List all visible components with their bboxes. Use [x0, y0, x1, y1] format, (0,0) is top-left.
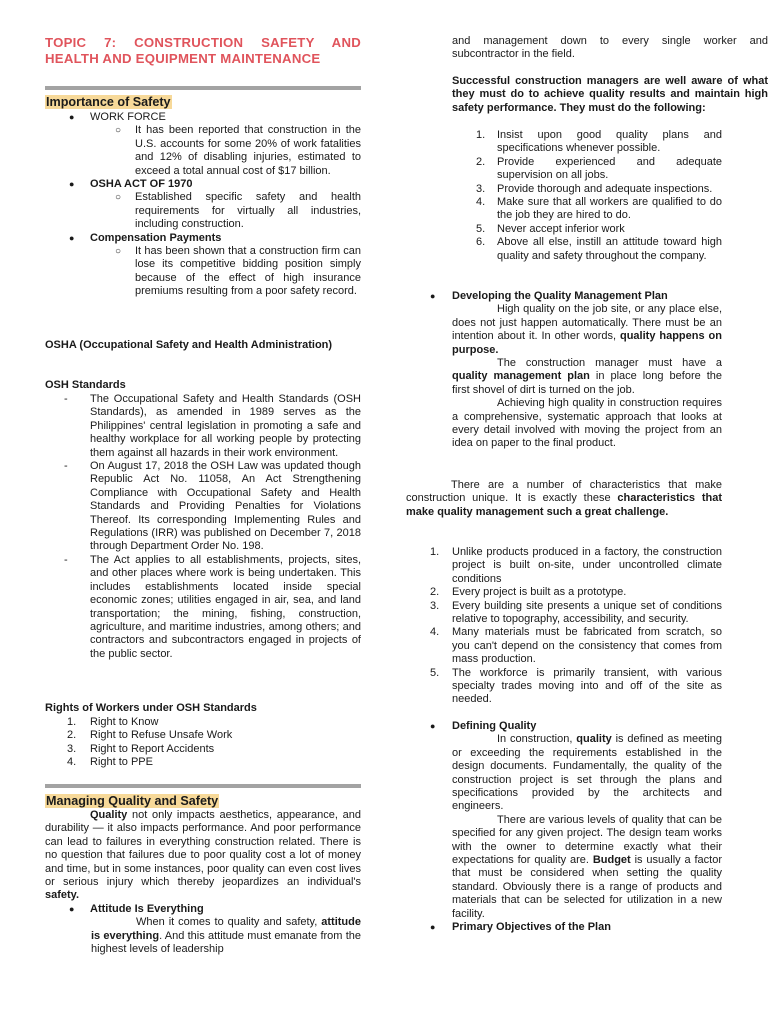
list-item: 5. The workforce is primarily transient, with various specialty trades moving into and off of the site as needed. [430, 666, 722, 706]
defq-label: Defining Quality [452, 720, 537, 732]
qmp-paragraph: The construction manager must have a quality management plan in place long before the first shovel of dirt is turned on the job. [452, 357, 722, 396]
workforce-text: It has been reported that construction in the U.S. accounts for some 20% of work fatalities and 12% of disabling injuries, estimated to exceed a total annual cost of $17 billion. [135, 124, 361, 177]
primary-objectives-label: Primary Objectives of the Plan [452, 921, 611, 934]
list-item: 3. Provide thorough and adequate inspections. [476, 182, 713, 195]
list-item: 2. Right to Refuse Unsafe Work [45, 729, 361, 742]
bullet-icon: ● [69, 179, 75, 190]
list-item: 1. Unlike products produced in a factory, the construction project is built on-site, under uncontrolled climate conditions [430, 546, 722, 585]
attitude-label: Attitude Is Everything [90, 902, 204, 915]
manager-steps [406, 129, 722, 263]
section-divider [45, 86, 361, 90]
circle-bullet-icon: ○ [115, 246, 122, 258]
workforce-label: WORK FORCE [90, 111, 166, 123]
circle-bullet-icon: ○ [115, 125, 122, 137]
bullet-icon: ● [69, 232, 75, 243]
list-item: 1. Insist upon good quality plans and specifications whenever possible. [476, 129, 722, 155]
list-item [406, 921, 722, 934]
list-item [45, 903, 361, 916]
list-item [45, 554, 361, 661]
comp-text: It has been shown that a construction firm can lose its competitive bidding position simply because of the effect of high insurance premiums resulting from a poor safety record. [135, 245, 361, 298]
rights-list [45, 716, 361, 770]
qmp-paragraph: Achieving high quality in construction requires a comprehensive, systematic approach that looks at every detail involved with moving the project from an idea on paper to the final product. [452, 397, 722, 450]
importance-heading: Importance of Safety [46, 95, 171, 109]
list-item: 5. Never accept inferior work [476, 222, 625, 235]
list-item [45, 111, 361, 124]
bullet-icon: ● [69, 903, 75, 914]
osh-item: The Act applies to all establishments, projects, sites, and other places where work is being undertaken. This includes establishments located inside special economic zones; utilities engaged in air, sea, and land transportation; the mining, fishing, construction, agriculture, and maritime industries, among others; and contractors and subcontractors engaged in projects of the public sector. [90, 553, 361, 660]
osh-standards-heading: OSH Standards [45, 379, 126, 391]
osh-item: The Occupational Safety and Health Standards (OSH Standards), as amended in 1989 serves as the Philippines' central legislation in promoting a safe and healthy workplace for all working people by protecting them against all hazards in their work environment. [90, 393, 361, 459]
defining-quality-section [406, 720, 722, 935]
list-item: 4. Make sure that all workers are qualified to do the job they are hired to do. [476, 196, 722, 222]
rights-heading: Rights of Workers under OSH Standards [45, 702, 257, 714]
list-item [45, 191, 361, 231]
list-item: 3. Right to Report Accidents [45, 743, 361, 756]
osha-act-label: OSHA ACT OF 1970 [90, 178, 193, 191]
list-item: 1. Right to Know [45, 716, 361, 729]
osh-item: On August 17, 2018 the OSH Law was updated though Republic Act No. 11058, An Act Strengthening Compliance with Occupational Safety and Health Standards and Providing Penalties for Violations Thereof. Its corresponding Implementing Rules and Regulations (IRR) was published on December 7, 2018 through Department Order No. 198. [90, 460, 361, 553]
list-item: 4. Right to PPE [45, 756, 361, 769]
bullet-icon: ● [430, 291, 436, 301]
managing-paragraph: Quality not only impacts aesthetics, appearance, and durability — it also impacts performance. And poor performance can lead to failures in everything construction related. There is no question that failures due to poor quality cost a lot of money and time, but in some instances, poor quality can even cost lives or serious injury which thereby jeopardizes an individual's safety. [45, 809, 362, 902]
section-divider [45, 784, 361, 788]
qmp-section [406, 290, 722, 451]
list-item [45, 460, 361, 554]
list-item: 3. Every building site presents a unique set of conditions relative to topography, accessibility, and security. [430, 599, 722, 626]
managing-body [45, 809, 361, 956]
comp-label: Compensation Payments [90, 231, 222, 244]
bullet-icon: ● [430, 721, 436, 731]
attitude-paragraph: When it comes to quality and safety, attitude is everything. And this attitude must emanate from the highest levels of leadership [91, 916, 361, 956]
bullet-icon: ● [430, 922, 436, 933]
qmp-paragraph: High quality on the job site, or any place else, does not just happen automatically. There must be an intention about it. In other words, quality happens on purpose. [452, 303, 722, 356]
circle-bullet-icon: ○ [115, 192, 122, 204]
managing-heading: Managing Quality and Safety [46, 794, 219, 808]
list-item [45, 393, 361, 460]
challenges-list [406, 546, 722, 707]
dash-bullet-icon: - [64, 460, 68, 473]
list-item [45, 245, 361, 299]
defq-paragraph: In construction, quality is defined as meeting or exceeding the requirements established in the design documents. Fundamentally, the quality of the construction project is set through the plans and specifications provided by the architects and engineers. [452, 733, 722, 813]
qmp-label: Developing the Quality Management Plan [452, 290, 668, 302]
osha-act-text: Established specific safety and health requirements for virtually all industries, including construction. [135, 191, 361, 231]
list-item [406, 290, 722, 303]
topic-title: TOPIC 7: CONSTRUCTION SAFETY AND HEALTH AND EQUIPMENT MAINTENANCE [45, 35, 361, 67]
characteristics-paragraph: There are a number of characteristics that make construction unique. It is exactly these characteristics that make quality management such a great challenge. [406, 479, 722, 518]
list-item: 4. Many materials must be fabricated from scratch, so you can't depend on the consistency that comes from mass production. [430, 626, 722, 666]
dash-bullet-icon: - [64, 553, 68, 566]
list-item [45, 178, 361, 191]
list-item: 6. Above all else, instill an attitude toward high quality and safety throughout the company. [476, 236, 722, 262]
right-item: Right to Know [90, 716, 159, 728]
importance-list [45, 111, 361, 299]
defq-paragraph: There are various levels of quality that can be specified for any given project. The design team works with the owner to determine exactly what their expectations for quality are. Budget is usually a factor that must be considered when setting the quality standard. Obviously there is a range of products and materials that can be selected for utilization in a new facility. [452, 813, 723, 920]
list-item [45, 232, 361, 245]
right-item: Right to PPE [90, 756, 153, 769]
continued-paragraph: and management down to every single worker and subcontractor in the field. [452, 35, 768, 61]
list-item [406, 720, 722, 733]
bullet-icon: ● [69, 112, 75, 122]
dash-bullet-icon: - [64, 393, 68, 405]
right-item: Right to Refuse Unsafe Work [90, 729, 233, 742]
right-item: Right to Report Accidents [90, 742, 215, 755]
list-item: 2. Provide experienced and adequate supervision on all jobs. [476, 155, 722, 182]
managers-intro: Successful construction managers are well aware of what they must do to achieve quality results and maintain high safety performance. They must do the following: [452, 75, 768, 114]
osha-full-name: OSHA (Occupational Safety and Health Administration) [45, 339, 333, 351]
list-item: 2. Every project is built as a prototype. [430, 586, 627, 599]
osh-standards-list [45, 393, 361, 661]
list-item [45, 124, 361, 178]
